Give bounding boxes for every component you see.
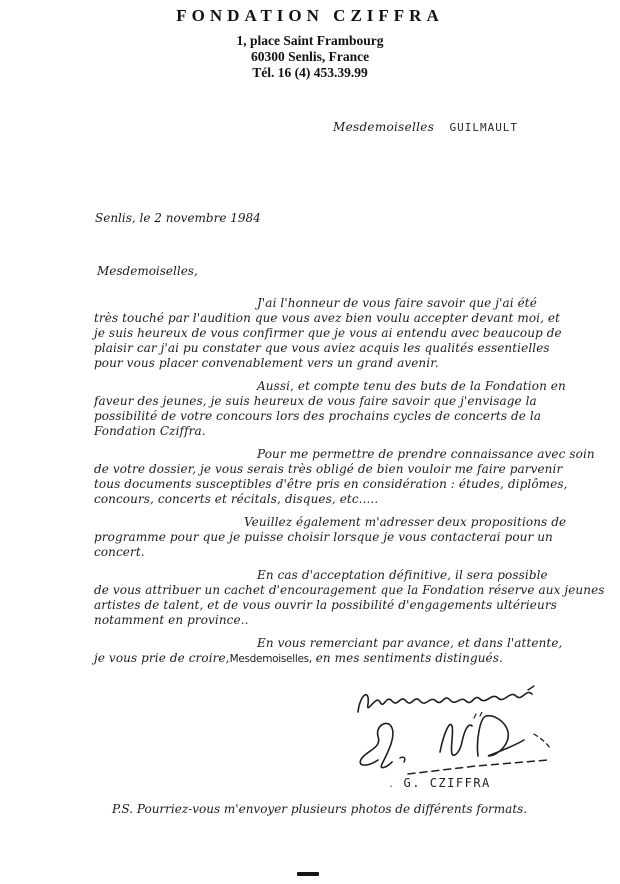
dateline: Senlis, le 2 novembre 1984 — [95, 211, 261, 225]
letter-line: notamment en province.. — [94, 613, 249, 627]
letter-line: En cas d'acceptation définitive, il sera possible — [257, 568, 548, 582]
letter-line: En vous remerciant par avance, et dans l'attente, — [257, 636, 563, 650]
letter-line: Pour me permettre de prendre connaissance avec soin — [257, 447, 595, 461]
letter-line: pour vous placer convenablement vers un grand avenir. — [94, 356, 439, 370]
scan-artifact-mark — [297, 872, 319, 876]
letter-line: de vous attribuer un cachet d'encouragement que la Fondation réserve aux jeunes — [94, 583, 605, 597]
signature-typed-name: G. CZIFFRA — [403, 776, 491, 790]
letter-line: Fondation Cziffra. — [94, 424, 206, 438]
paragraph-2 — [94, 379, 590, 439]
letter-line: je suis heureux de vous confirmer que je vous ai entendu avec beaucoup de — [94, 326, 562, 340]
letterhead-title: FONDATION CZIFFRA — [176, 6, 444, 25]
letterhead — [0, 6, 620, 80]
letter-line: de votre dossier, je vous serais très obligé de bien vouloir me faire parvenir — [94, 462, 563, 476]
letterhead-address-line1: 1, place Saint Frambourg — [236, 33, 384, 48]
letter-line: possibilité de votre concours lors des prochains cycles de concerts de la — [94, 409, 542, 423]
letter-line: artistes de talent, et de vous ouvrir la possibilité d'engagements ultérieurs — [94, 598, 557, 612]
letter-line: concours, concerts et récitals, disques, etc..... — [94, 492, 379, 506]
closing-inserted-word: Mesdemoiselles, — [229, 653, 312, 665]
letter-line: programme pour que je puisse choisir lorsque je vous contacterai pour un — [94, 530, 553, 544]
closing-line-start: je vous prie de croire, — [94, 651, 230, 665]
signature — [348, 712, 563, 778]
letter-line: Veuillez également m'adresser deux propositions de — [244, 515, 567, 529]
letter-body — [94, 296, 605, 675]
recipient-name: GUILMAULT — [449, 121, 519, 134]
letter-line: faveur des jeunes, je suis heureux de vous faire savoir que j'envisage la — [94, 394, 537, 408]
letter-line — [94, 651, 590, 667]
signature-typed-name-line — [388, 776, 491, 790]
letter-line: J'ai l'honneur de vous faire savoir que j'ai été — [257, 296, 537, 310]
closing-line-end: en mes sentiments distingués. — [311, 651, 503, 665]
signature-prefix-mark: . — [388, 779, 396, 790]
letterhead-address-line2: 60300 Senlis, France — [250, 49, 370, 64]
letter-line: tous documents susceptibles d'être pris en considération : études, diplômes, — [94, 477, 568, 491]
paragraph-5 — [94, 568, 605, 628]
paragraph-3 — [94, 447, 595, 507]
letter-line: concert. — [94, 545, 145, 559]
letter-line: Aussi, et compte tenu des buts de la Fondation en — [257, 379, 566, 393]
letter-line: plaisir car j'ai pu constater que vous aviez acquis les qualités essentielles — [94, 341, 550, 355]
letter-line: très touché par l'audition que vous avez bien voulu accepter devant moi, et — [94, 311, 561, 325]
recipient-line — [333, 116, 518, 135]
salutation: Mesdemoiselles, — [97, 264, 198, 278]
recipient-prefix: Mesdemoiselles — [333, 120, 435, 134]
closing-paragraph — [94, 636, 590, 667]
paragraph-1 — [94, 296, 590, 371]
paragraph-4 — [94, 515, 590, 560]
letterhead-phone: Tél. 16 (4) 453.39.99 — [252, 65, 368, 80]
postscript: P.S. Pourriez-vous m'envoyer plusieurs photos de différents formats. — [112, 802, 528, 816]
